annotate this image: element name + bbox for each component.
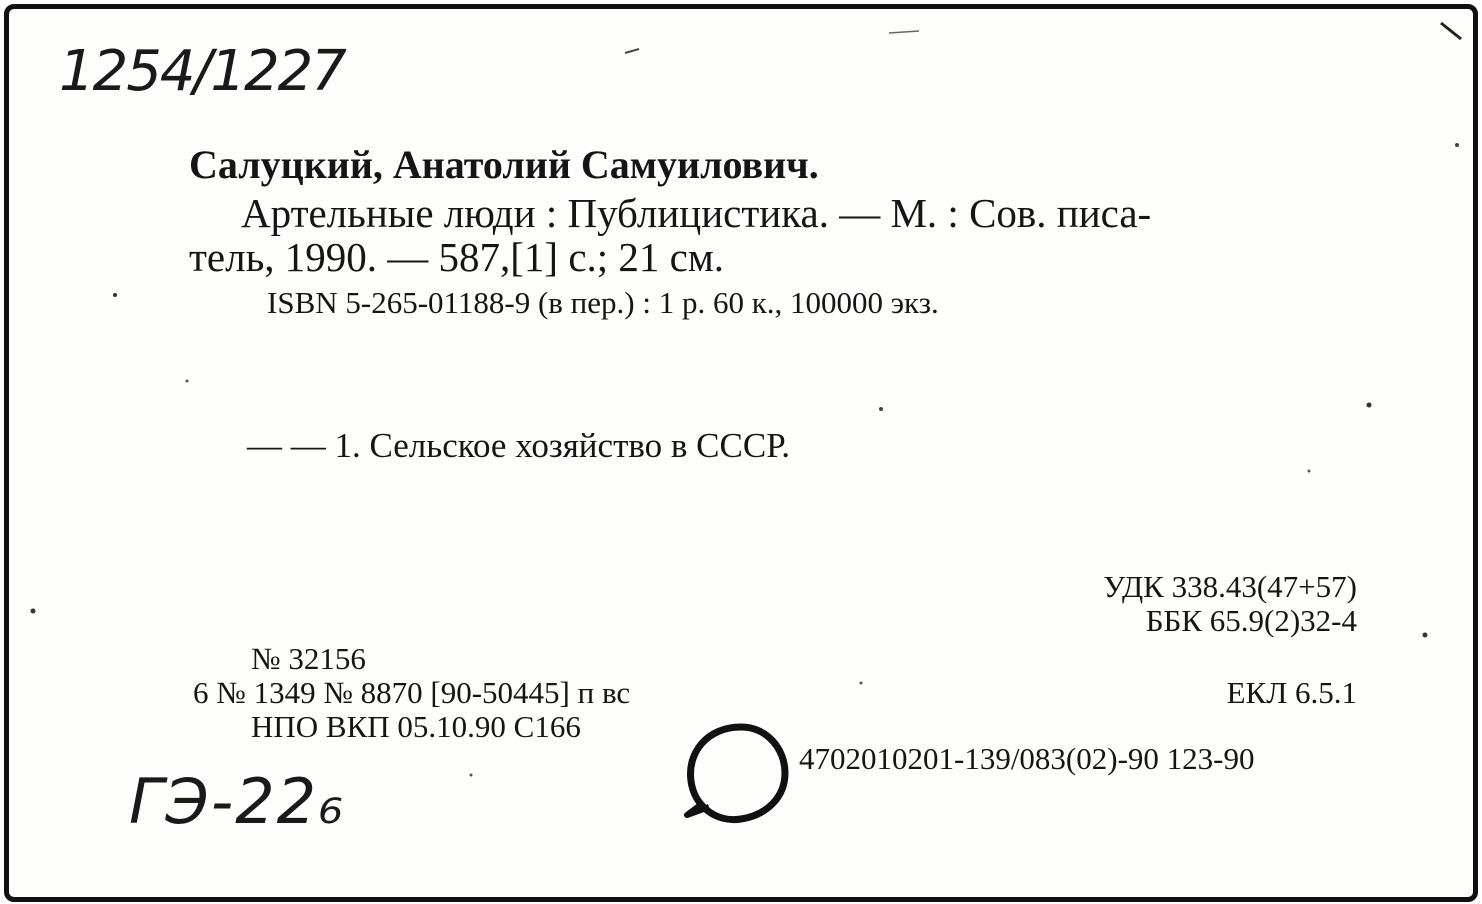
bbk-code: ББК 65.9(2)32-4	[1145, 603, 1357, 638]
subject-heading: — — 1. Сельское хозяйство в СССР.	[247, 426, 791, 465]
title-line-2: тель, 1990. — 587,[1] с.; 21 см.	[189, 234, 725, 280]
handwritten-shelf-mark: 1254/1227	[59, 39, 345, 104]
order-line: 6 № 1349 № 8870 [90-50445] п вс	[193, 675, 631, 710]
copyright-circle-icon	[679, 719, 799, 831]
catalog-card	[4, 4, 1478, 902]
udk-code: УДК 338.43(47+57)	[1103, 569, 1357, 604]
title-line-1: Артельные люди : Публицистика. — М. : Сов. писа-	[241, 190, 1152, 236]
card-number: № 32156	[251, 641, 366, 676]
handwritten-inventory-mark: ГЭ-22₆	[129, 765, 345, 838]
author-heading: Салуцкий, Анатолий Самуилович.	[189, 142, 819, 187]
publisher-line: НПО ВКП 05.10.90 С166	[251, 709, 581, 744]
isbn-line: ISBN 5-265-01188-9 (в пер.) : 1 р. 60 к., 100000 экз.	[267, 285, 939, 320]
ekl-code: ЕКЛ 6.5.1	[1226, 675, 1357, 710]
publisher-code: 4702010201-139/083(02)-90 123-90	[799, 741, 1255, 776]
